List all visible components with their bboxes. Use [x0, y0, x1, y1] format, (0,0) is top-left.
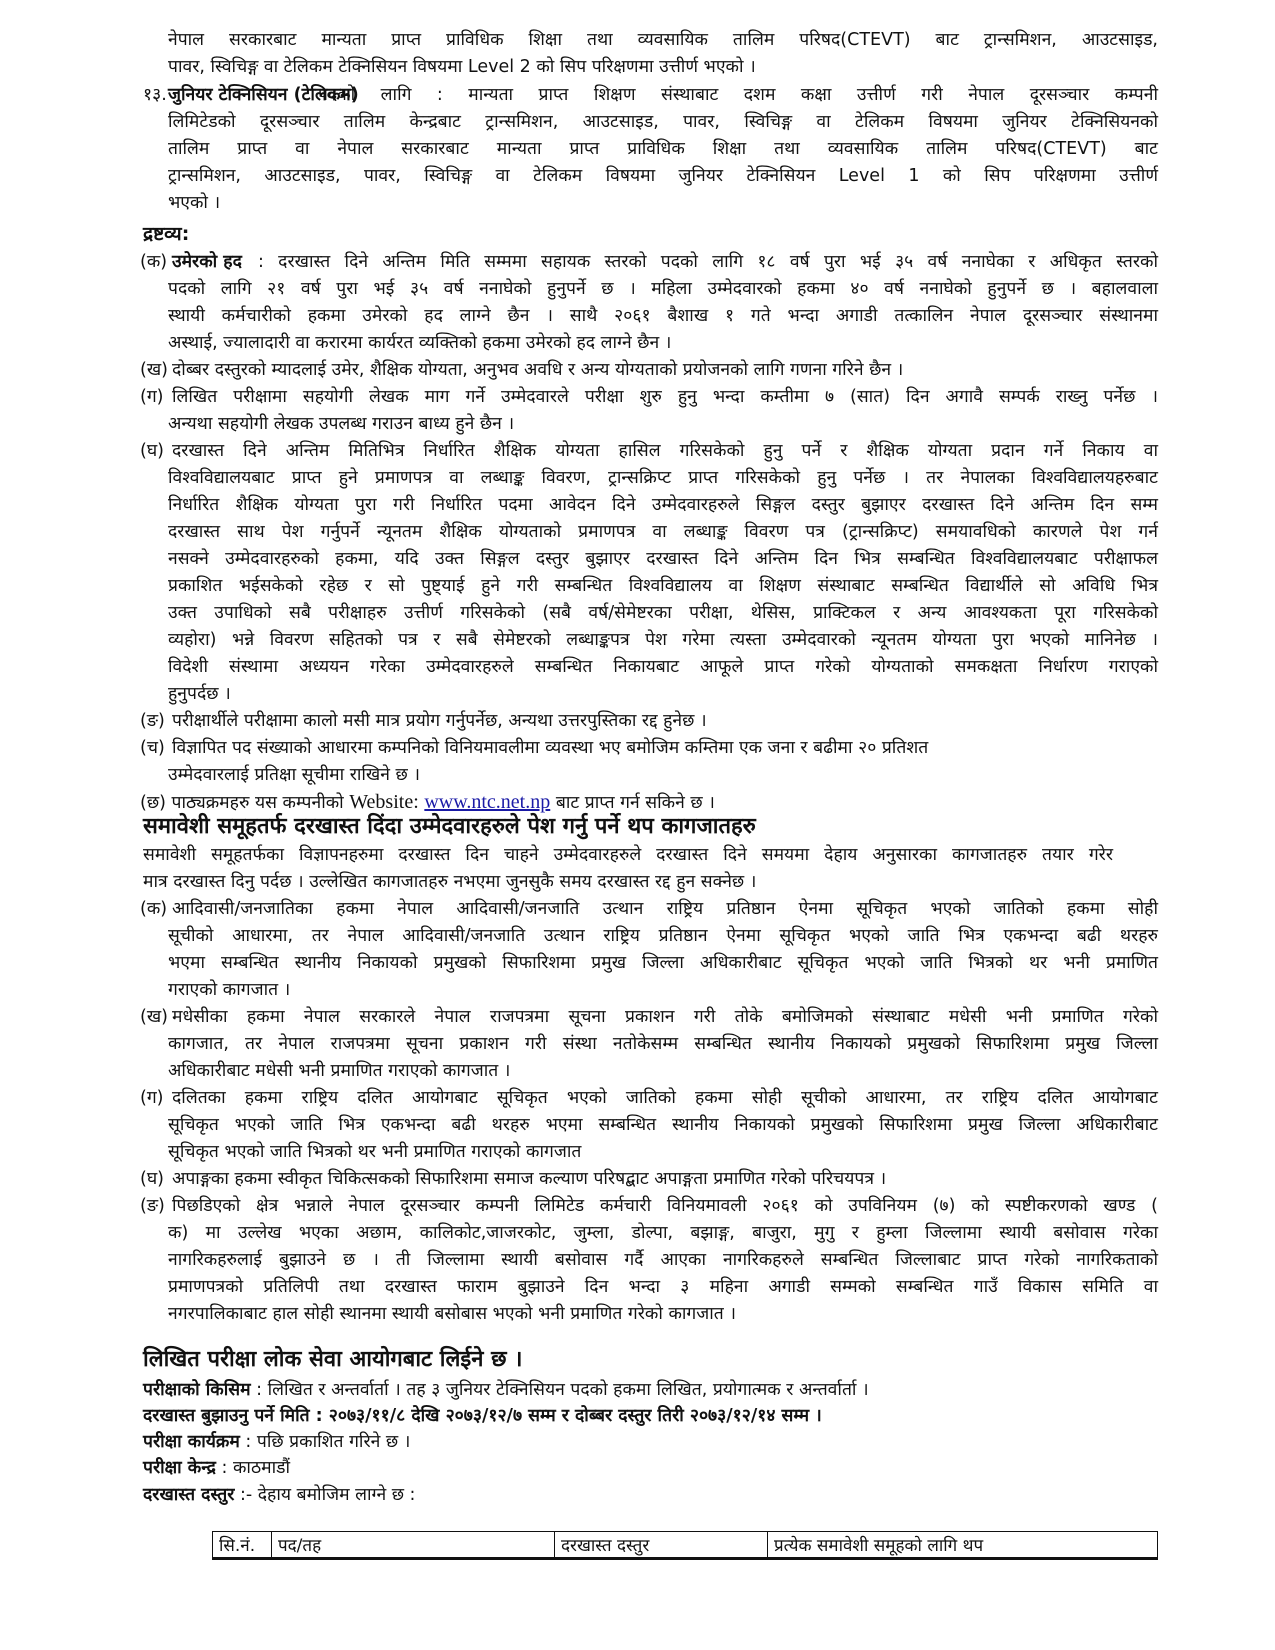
note-gha-line-7: उक्त उपाधिको सबै परीक्षाहरु उत्तीर्ण गरिसकेको (सबै वर्ष/सेमेष्टरका परीक्षा, थेसिस, प्राक्टिकल र अन्य आवश्यकता पूरा गरिसकेको — [168, 603, 1158, 623]
fee-table-header-extra: प्रत्येक समावेशी समूहको लागि थप — [768, 1532, 1158, 1559]
note-gha-line-3: निर्धारित शैक्षिक योग्यता पुरा गरी निर्धारित पदमा आवेदन दिने उम्मेदवारहरुले सिङ्गल दस्तुर बुझाएर दरखास्त दिने अन्तिम दिन सम्म — [168, 495, 1158, 515]
intro-line-1: नेपाल सरकारबाट मान्यता प्राप्त प्राविधिक शिक्षा तथा व्यवसायिक तालिम परिषद(CTEVT) बाट ट्रान्समिशन, आउटसाइड, — [168, 30, 1158, 50]
note-cha-line-1: विज्ञापित पद संख्याको आधारमा कम्पनिको विनियमावलीमा व्यवस्था भए बमोजिम कम्तिमा एक जना र बढीमा २० प्रतिशत — [172, 738, 929, 758]
note-ka-line-3: स्थायी कर्मचारीको हकमा उमेरको हद लाग्ने छैन । साथै २०६१ बैशाख १ गते भन्दा अगाडी तत्कालिन नेपाल दूरसञ्चार संस्थानमा — [168, 306, 1158, 326]
inclusive-kha-marker: (ख) — [140, 1007, 168, 1027]
inclusive-nga-line-3: नागरिकहरुलाई बुझाउने छ । ती जिल्लामा स्थायी बसोवास गर्दै आएका नागरिकहरुले सम्बन्धित जिल्लाबाट प्राप्त गरेको नागरिकताको — [168, 1250, 1158, 1270]
inclusive-intro-line-1: समावेशी समूहतर्फका विज्ञापनहरुमा दरखास्त दिन चाहने उम्मेदवारहरुले दरखास्त दिने समयमा देहाय अनुसारका कागजातहरु तयार गरेर — [143, 845, 1113, 865]
website-label: Website: — [349, 791, 419, 813]
application-date: दरखास्त बुझाउनु पर्ने मिति : २०७३/११/८ देखि २०७३/१२/७ सम्म र दोब्बर दस्तुर तिरी २०७३/१२/१४ सम्म । — [143, 1406, 822, 1426]
item-13-number: १३. — [143, 85, 167, 105]
fee-table-header-fee: दरखास्त दस्तुर — [555, 1532, 768, 1559]
inclusive-ka-line-3: भएमा सम्बन्धित स्थानीय निकायको प्रमुखको सिफारिशमा प्रमुख जिल्ला अधिकारीबाट सूचिकृत भएको जाति भित्रको थर भनी प्रमाणित — [168, 953, 1158, 973]
fee-table-header-row — [213, 1532, 1158, 1559]
application-fee — [143, 1483, 415, 1507]
inclusive-nga-marker: (ङ) — [140, 1196, 165, 1216]
application-fee-label: दरखास्त दस्तुर — [143, 1485, 235, 1505]
note-nga-marker: (ङ) — [140, 711, 165, 731]
exam-schedule-label: परीक्षा कार्यक्रम — [143, 1432, 240, 1452]
item-13-line-2: लिमिटेडको दूरसञ्चार तालिम केन्द्रबाट ट्रान्समिशन, आउटसाइड, पावर, स्विचिङ्ग वा टेलिकम विषयमा जुनियर टेक्निसियनको — [168, 112, 1158, 132]
item-13-line-1: पदको लागि : मान्यता प्राप्त शिक्षण संस्थाबाट दशम कक्षा उत्तीर्ण गरी नेपाल दूरसञ्चार कम्पनी — [318, 85, 1158, 105]
exam-center-label: परीक्षा केन्द्र — [143, 1458, 216, 1478]
inclusive-nga-line-4: प्रमाणपत्रको प्रतिलिपी तथा दरखास्त फाराम बुझाउने दिन भन्दा ३ महिना अगाडी सम्मको सम्बन्धित गाउँ विकास समिति वा — [168, 1277, 1158, 1297]
note-gha-line-5: नसक्ने उम्मेदवारहरुको हकमा, यदि उक्त सिङ्गल दस्तुर बुझाएर दरखास्त दिने अन्तिम दिन भित्र सम्बन्धित विश्वविद्यालयबाट परीक्षाफल — [168, 549, 1158, 569]
inclusive-gha-line-1: अपाङ्गका हकमा स्वीकृत चिकित्सकको सिफारिशमा समाज कल्याण परिषद्बाट अपाङ्गता प्रमाणित गरेको परिचयपत्र । — [172, 1169, 887, 1189]
note-ka-title: उमेरको हद — [172, 252, 242, 272]
note-chha-marker: (छ) — [140, 793, 166, 813]
item-13-line-4: ट्रान्समिशन, आउटसाइड, पावर, स्विचिङ्ग वा टेलिकम विषयमा जुनियर टेक्निसियन Level 1 को सिप परिक्षणमा उत्तीर्ण — [168, 166, 1158, 186]
note-ga-line-1: लिखित परीक्षामा सहयोगी लेखक माग गर्ने उम्मेदवारले परीक्षा शुरु हुनु भन्दा कम्तीमा ७ (सात) दिन अगावै सम्पर्क राख्नु पर्नेछ । — [172, 387, 1158, 407]
inclusive-ka-line-4: गराएको कागजात । — [168, 980, 291, 1000]
note-ka-line-4: अस्थाई, ज्यालादारी वा करारमा कार्यरत व्यक्तिको हकमा उमेरको हद लाग्ने छैन । — [168, 333, 672, 353]
note-ka-line-2: पदको लागि २१ वर्ष पुरा भई ३५ वर्ष ननाघेको हुनुपर्ने छ । महिला उम्मेदवारको हकमा ४० वर्ष ननाघेको हुनुपर्ने छ । बहालवाला — [168, 279, 1158, 299]
inclusive-kha-line-2: कागजात, तर नेपाल राजपत्रमा सूचना प्रकाशन गरी संस्था नतोकेसम्म सम्बन्धित स्थानीय निकायको प्रमुखको सिफारिशमा प्रमुख जिल्ला — [168, 1034, 1158, 1054]
inclusive-ka-marker: (क) — [140, 899, 168, 919]
exam-heading: लिखित परीक्षा लोक सेवा आयोगबाट लिईने छ । — [143, 1347, 523, 1372]
note-cha-marker: (च) — [140, 738, 165, 758]
inclusive-ka-line-2: सूचीको आधारमा, तर नेपाल आदिवासी/जनजाति उत्थान राष्ट्रिय प्रतिष्ठान ऐनमा सूचिकृत भएको जाति भित्र एकभन्दा बढी थरहरु — [168, 926, 1158, 946]
inclusive-nga-line-2: क) मा उल्लेख भएका अछाम, कालिकोट,जाजरकोट, जुम्ला, डोल्पा, बझाङ्ग, बाजुरा, मुगु र हुम्ला जिल्लामा स्थायी बसोवास गरेका — [168, 1223, 1158, 1243]
inclusive-heading: समावेशी समूहतर्फ दरखास्त दिंदा उम्मेदवारहरुले पेश गर्नु पर्ने थप कागजातहरु — [143, 814, 756, 839]
note-gha-line-2: विश्वविद्यालयबाट प्राप्त हुने प्रमाणपत्र वा लब्धाङ्क विवरण, ट्रान्सक्रिप्ट प्राप्त गरिसकेको हुनु पर्नेछ । तर नेपालका विश्वविद्यालयहरुबाट — [168, 468, 1158, 488]
inclusive-ga-line-3: सूचिकृत भएको जाति भित्रको थर भनी प्रमाणित गराएको कागजात — [168, 1142, 582, 1162]
item-13-line-3: तालिम प्राप्त वा नेपाल सरकारबाट मान्यता प्राप्त प्राविधिक शिक्षा तथा व्यवसायिक तालिम परिषद(CTEVT) बाट — [168, 139, 1158, 159]
note-kha-line-1: दोब्बर दस्तुरको म्यादलाई उमेर, शैक्षिक योग्यता, अनुभव अवधि र अन्य योग्यताको प्रयोजनको लागि गणना गरिने छैन । — [172, 360, 904, 380]
note-chha — [140, 790, 715, 815]
inclusive-ga-line-1: दलितका हकमा राष्ट्रिय दलित आयोगबाट सूचिकृत भएको जातिको हकमा सोही सूचीको आधारमा, तर राष्ट्रिय दलित आयोगबाट — [172, 1088, 1158, 1108]
application-fee-value: :- देहाय बमोजिम लाग्ने छ : — [239, 1485, 416, 1505]
note-cha-line-2: उम्मेदवारलाई प्रतिक्षा सूचीमा राखिने छ । — [168, 765, 420, 785]
note-chha-prefix: पाठ्यक्रमहरु यस कम्पनीको — [171, 793, 344, 813]
inclusive-kha-line-1: मधेसीका हकमा नेपाल सरकारले नेपाल राजपत्रमा सूचना प्रकाशन गरी तोके बमोजिमको संस्थाबाट मधेसी भनी प्रमाणित गरेको — [172, 1007, 1158, 1027]
note-kha-marker: (ख) — [140, 360, 168, 380]
note-gha-line-4: दरखास्त साथ पेश गर्नुपर्ने न्यूनतम शैक्षिक योग्यताको प्रमाणपत्र वा लब्धाङ्क विवरण पत्र (ट्रान्सक्रिप्ट) समयावधिको कारणले पेश गर्न — [168, 522, 1158, 542]
website-link[interactable]: www.ntc.net.np — [424, 791, 551, 813]
inclusive-intro-line-2: मात्र दरखास्त दिनु पर्दछ । उल्लेखित कागजातहरु नभएमा जुनसुकै समय दरखास्त रद्द हुन सक्नेछ । — [143, 872, 757, 892]
item-13-title: जुनियर टेक्निसियन (टेलिकम) — [168, 85, 359, 105]
inclusive-ka-line-1: आदिवासी/जनजातिका हकमा नेपाल आदिवासी/जनजाति उत्थान राष्ट्रिय प्रतिष्ठान ऐनमा सूचिकृत भएको जातिको हकमा सोही — [172, 899, 1158, 919]
item-13-line-5: भएको । — [168, 193, 221, 213]
intro-line-2: पावर, स्विचिङ्ग वा टेलिकम टेक्निसियन विषयमा Level 2 को सिप परिक्षणमा उत्तीर्ण भएको । — [168, 57, 756, 77]
note-gha-line-6: प्रकाशित भईसकेको रहेछ र सो पुष्ट्याई हुने गरी सम्बन्धित विश्वविद्यालय वा शिक्षण संस्थाबाट सम्बन्धित विद्यार्थीले सो अविधि भित्र — [168, 576, 1158, 596]
note-gha-line-9: विदेशी संस्थामा अध्ययन गरेका उम्मेदवारहरुले सम्बन्धित निकायबाट आफूले प्राप्त गरेको योग्यताको समकक्षता निर्धारण गराएको — [168, 657, 1158, 677]
notes-heading: द्रष्टव्य: — [143, 223, 190, 245]
exam-center-value: : काठमाडौं — [221, 1458, 291, 1478]
inclusive-ga-marker: (ग) — [140, 1088, 164, 1108]
exam-center — [143, 1456, 290, 1480]
inclusive-gha-marker: (घ) — [140, 1169, 164, 1189]
note-gha-line-1: दरखास्त दिने अन्तिम मितिभित्र निर्धारित शैक्षिक योग्यता हासिल गरिसकेको हुनु पर्ने र शैक्षिक योग्यता प्रदान गर्ने निकाय वा — [172, 441, 1158, 461]
note-gha-marker: (घ) — [140, 441, 164, 461]
note-gha-line-10: हुनुपर्दछ । — [168, 684, 231, 704]
exam-type-value: : लिखित र अन्तर्वार्ता । तह ३ जुनियर टेक्निसियन पदको हकमा लिखित, प्रयोगात्मक र अन्तर्वार्ता । — [256, 1380, 869, 1400]
note-gha-line-8: व्यहोरा) भन्ने विवरण सहितको पत्र र सबै सेमेष्टरको लब्धाङ्कपत्र पेश गरेमा त्यस्ता उम्मेदवारको न्यूनतम योग्यता पुरा भएको मानिनेछ । — [168, 630, 1158, 650]
inclusive-ga-line-2: सूचिकृत भएको जाति भित्र एकभन्दा बढी थरहरु भएमा सम्बन्धित स्थानीय निकायको प्रमुखको सिफारिशमा प्रमुख जिल्ला अधिकारीबाट — [168, 1115, 1158, 1135]
exam-schedule — [143, 1430, 410, 1454]
inclusive-kha-line-3: अधिकारीबाट मधेसी भनी प्रमाणित गराएको कागजात । — [168, 1061, 511, 1081]
inclusive-nga-line-1: पिछडिएको क्षेत्र भन्नाले नेपाल दूरसञ्चार कम्पनी लिमिटेड कर्मचारी विनियमावली २०६१ को उपविनियम (७) को स्पष्टीकरणको खण्ड ( — [172, 1196, 1158, 1216]
note-ga-line-2: अन्यथा सहयोगी लेखक उपलब्ध गराउन बाध्य हुने छैन । — [168, 414, 515, 434]
note-nga-line-1: परीक्षार्थीले परीक्षामा कालो मसी मात्र प्रयोग गर्नुपर्नेछ, अन्यथा उत्तरपुस्तिका रद्द हुनेछ । — [172, 711, 707, 731]
exam-type-label: परीक्षाको किसिम — [143, 1380, 251, 1400]
note-ka-marker: (क) — [140, 252, 168, 272]
exam-schedule-value: : पछि प्रकाशित गरिने छ । — [245, 1432, 411, 1452]
note-chha-suffix: बाट प्राप्त गर्न सकिने छ । — [555, 793, 715, 813]
note-ga-marker: (ग) — [140, 387, 164, 407]
fee-table-header-sn: सि.नं. — [213, 1532, 272, 1559]
note-ka-line-1: : दरखास्त दिने अन्तिम मिति सम्ममा सहायक स्तरको पदको लागि १८ वर्ष पुरा भई ३५ वर्ष ननाघेका र अधिकृत स्तरको — [258, 252, 1158, 272]
fee-table-header-post: पद/तह — [272, 1532, 555, 1559]
fee-table — [212, 1531, 1158, 1560]
inclusive-nga-line-5: नगरपालिकाबाट हाल सोही स्थानमा स्थायी बसोबास भएको भनी प्रमाणित गरेको कागजात । — [168, 1304, 736, 1324]
exam-type — [143, 1378, 869, 1402]
